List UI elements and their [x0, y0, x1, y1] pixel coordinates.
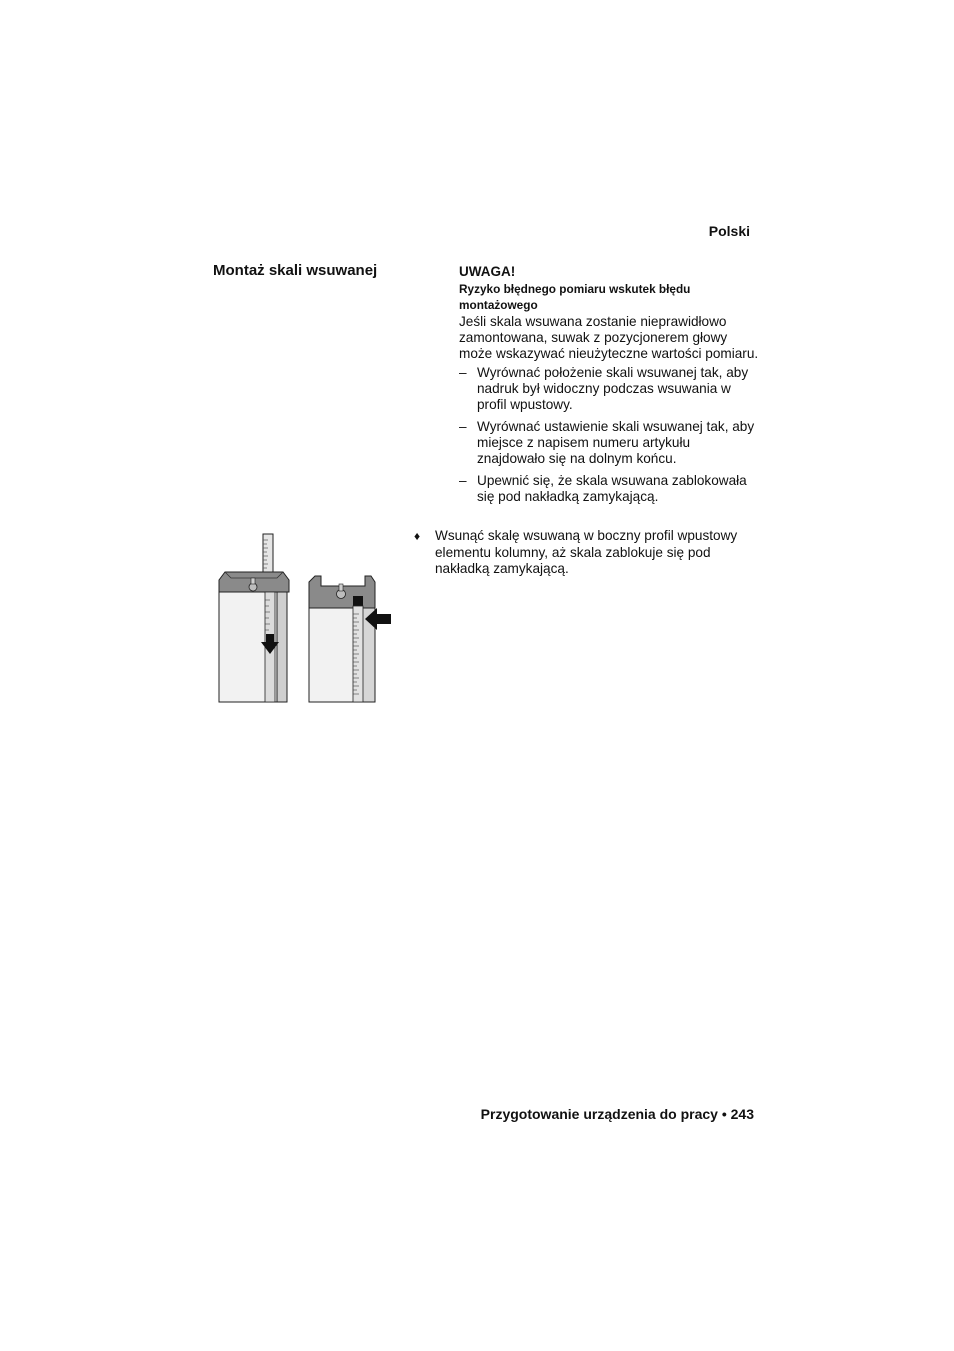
- dash-marker: –: [459, 365, 467, 380]
- page-footer: Przygotowanie urządzenia do pracy • 243: [480, 1106, 754, 1122]
- column-scale-drawing: [215, 530, 395, 705]
- instruction-step: [414, 528, 759, 578]
- language-label: Polski: [708, 223, 750, 239]
- right-column: [309, 576, 391, 702]
- left-column: [219, 534, 289, 702]
- dash-marker: –: [459, 419, 467, 434]
- list-item-text: Wyrównać położenie skali wsuwanej tak, aby nadruk był widoczny podczas wsuwania w profil wpustowy.: [477, 365, 749, 412]
- diamond-bullet-icon: ♦: [414, 529, 421, 543]
- list-item: [459, 365, 759, 413]
- warning-heading: UWAGA!: [459, 264, 516, 279]
- dash-marker: –: [459, 473, 467, 488]
- warning-list: [459, 365, 759, 505]
- list-item-text: Upewnić się, że skala wsuwana zablokowała się pod nakładką zamykającą.: [477, 473, 747, 504]
- list-item-text: Wyrównać ustawienie skali wsuwanej tak, aby miejsce z napisem numeru artykułu znajdowało się na dolnym końcu.: [477, 419, 755, 466]
- warning-subheading: Ryzyko błędnego pomiaru wskutek błędu montażowego: [459, 282, 691, 312]
- list-item: [459, 473, 759, 505]
- warning-text: Jeśli skala wsuwana zostanie nieprawidłowo zamontowana, suwak z pozycjonerem głowy może wskazywać nieużyteczne wartości pomiaru.: [459, 314, 759, 361]
- section-title: Montaż skali wsuwanej: [213, 262, 378, 279]
- list-item: [459, 419, 759, 467]
- warning-block: [459, 264, 759, 511]
- step-text: Wsunąć skalę wsuwaną w boczny profil wpustowy elementu kolumny, aż skala zablokuje się pod nakładką zamykającą.: [435, 528, 738, 576]
- scale-mounting-illustration: [215, 530, 395, 705]
